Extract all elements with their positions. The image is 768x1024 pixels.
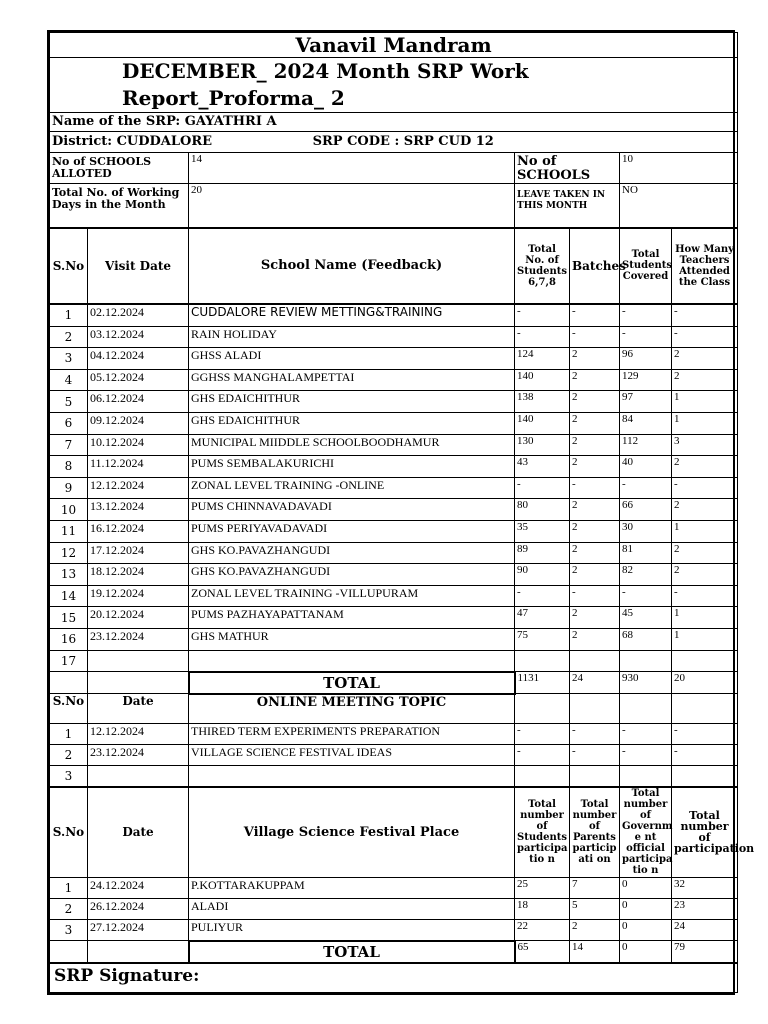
festival-header-students: Total number of Students participa tio n xyxy=(515,787,570,878)
festival-sno: 2 xyxy=(50,899,88,920)
festival-govt: 0 xyxy=(620,920,672,941)
festival-students: 18 xyxy=(515,899,570,920)
visit-batches: 2 xyxy=(570,542,620,564)
visit-sno: 10 xyxy=(50,499,88,521)
visit-batches: 2 xyxy=(570,499,620,521)
visits-total-teachers: 20 xyxy=(672,672,738,694)
visit-school: MUNICIPAL MIIDDLE SCHOOLBOODHAMUR xyxy=(189,434,515,456)
visit-teachers: 2 xyxy=(672,369,738,391)
visits-header-sno: S.No xyxy=(50,228,88,304)
visit-school: GHS KO.PAVAZHANGUDI xyxy=(189,564,515,586)
visit-date: 10.12.2024 xyxy=(88,434,189,456)
visit-batches: 2 xyxy=(570,369,620,391)
visit-batches: 2 xyxy=(570,628,620,650)
schools-allotted-value: 14 xyxy=(189,153,515,184)
visit-teachers xyxy=(672,650,738,672)
festival-total-total: 79 xyxy=(672,941,738,963)
festival-place: P.KOTTARAKUPPAM xyxy=(189,878,515,899)
visit-row xyxy=(50,391,738,413)
visit-date: 05.12.2024 xyxy=(88,369,189,391)
festival-govt: 0 xyxy=(620,878,672,899)
visit-row xyxy=(50,412,738,434)
visit-date: 17.12.2024 xyxy=(88,542,189,564)
visit-school: CUDDALORE REVIEW METTING&TRAINING xyxy=(189,305,515,327)
festival-place: ALADI xyxy=(189,899,515,920)
festival-students: 22 xyxy=(515,920,570,941)
online-header-date: Date xyxy=(88,694,189,724)
online-col-2: - xyxy=(570,724,620,745)
festival-row xyxy=(50,878,738,899)
visit-school: PUMS SEMBALAKURICHI xyxy=(189,456,515,478)
visit-date: 20.12.2024 xyxy=(88,607,189,629)
visit-covered: 45 xyxy=(620,607,672,629)
working-days-label: Total No. of Working Days in the Month xyxy=(50,184,189,228)
visit-row xyxy=(50,564,738,586)
visit-covered: 97 xyxy=(620,391,672,413)
festival-total-students: 65 xyxy=(515,941,570,963)
report-sheet xyxy=(47,30,755,995)
visit-teachers: 2 xyxy=(672,564,738,586)
visit-covered: 40 xyxy=(620,456,672,478)
visits-total-batches: 24 xyxy=(570,672,620,694)
online-row xyxy=(50,766,738,787)
visit-date: 12.12.2024 xyxy=(88,477,189,499)
online-col-1 xyxy=(515,766,570,787)
online-topic: VILLAGE SCIENCE FESTIVAL IDEAS xyxy=(189,745,515,766)
visit-row xyxy=(50,650,738,672)
visit-students: - xyxy=(515,477,570,499)
festival-date: 26.12.2024 xyxy=(88,899,189,920)
district-row xyxy=(50,132,738,153)
visit-students: 80 xyxy=(515,499,570,521)
online-sno: 1 xyxy=(50,724,88,745)
no-of-schools-value: 10 xyxy=(620,153,738,184)
festival-header-govt: Total number of Governm e nt official participa tio n xyxy=(620,787,672,878)
visit-sno: 3 xyxy=(50,348,88,370)
visit-school: ZONAL LEVEL TRAINING -ONLINE xyxy=(189,477,515,499)
visit-students xyxy=(515,650,570,672)
visit-row xyxy=(50,585,738,607)
visit-teachers: 2 xyxy=(672,348,738,370)
visit-covered: - xyxy=(620,326,672,348)
visit-sno: 7 xyxy=(50,434,88,456)
visit-covered: 112 xyxy=(620,434,672,456)
visit-row xyxy=(50,520,738,542)
visit-teachers: 3 xyxy=(672,434,738,456)
festival-total: 24 xyxy=(672,920,738,941)
visit-sno: 1 xyxy=(50,305,88,327)
visit-school: GHS EDAICHITHUR xyxy=(189,391,515,413)
visit-date: 06.12.2024 xyxy=(88,391,189,413)
leave-label: LEAVE TAKEN IN THIS MONTH xyxy=(515,184,620,228)
visit-date: 13.12.2024 xyxy=(88,499,189,521)
visit-row xyxy=(50,348,738,370)
srp-name: Name of the SRP: GAYATHRI A xyxy=(50,113,738,132)
visit-school xyxy=(189,650,515,672)
festival-header-place: Village Science Festival Place xyxy=(189,787,515,878)
festival-place: PULIYUR xyxy=(189,920,515,941)
visit-covered: 81 xyxy=(620,542,672,564)
visit-batches: - xyxy=(570,326,620,348)
online-date xyxy=(88,766,189,787)
visit-batches: 2 xyxy=(570,564,620,586)
online-col-4: - xyxy=(672,745,738,766)
festival-date: 27.12.2024 xyxy=(88,920,189,941)
online-col-3: - xyxy=(620,724,672,745)
visit-covered xyxy=(620,650,672,672)
visit-batches: 2 xyxy=(570,348,620,370)
festival-total-label: TOTAL xyxy=(189,941,515,963)
visit-students: - xyxy=(515,305,570,327)
online-date: 12.12.2024 xyxy=(88,724,189,745)
festival-header-date: Date xyxy=(88,787,189,878)
festival-students: 25 xyxy=(515,878,570,899)
visit-sno: 5 xyxy=(50,391,88,413)
visit-covered: 66 xyxy=(620,499,672,521)
leave-value: NO xyxy=(620,184,738,228)
visit-school: GHS EDAICHITHUR xyxy=(189,412,515,434)
visit-students: 35 xyxy=(515,520,570,542)
no-of-schools-label: No of SCHOOLS xyxy=(515,153,620,184)
visit-date: 09.12.2024 xyxy=(88,412,189,434)
visit-sno: 17 xyxy=(50,650,88,672)
visit-students: 124 xyxy=(515,348,570,370)
visit-covered: 82 xyxy=(620,564,672,586)
online-header-topic: ONLINE MEETING TOPIC xyxy=(189,694,515,724)
visit-students: 89 xyxy=(515,542,570,564)
online-col-1: - xyxy=(515,745,570,766)
visit-batches: 2 xyxy=(570,412,620,434)
visit-school: GHS MATHUR xyxy=(189,628,515,650)
festival-total-parents: 14 xyxy=(570,941,620,963)
visit-sno: 9 xyxy=(50,477,88,499)
visit-students: 75 xyxy=(515,628,570,650)
visit-row xyxy=(50,326,738,348)
district: District: CUDDALORE xyxy=(52,134,213,149)
online-col-4: - xyxy=(672,724,738,745)
visit-sno: 6 xyxy=(50,412,88,434)
visit-covered: 68 xyxy=(620,628,672,650)
visit-batches: - xyxy=(570,585,620,607)
visit-batches: 2 xyxy=(570,434,620,456)
visit-covered: 129 xyxy=(620,369,672,391)
visit-batches xyxy=(570,650,620,672)
visit-batches: 2 xyxy=(570,456,620,478)
visits-header-students: Total No. of Students 6,7,8 xyxy=(515,228,570,304)
visit-school: PUMS CHINNAVADAVADI xyxy=(189,499,515,521)
visit-sno: 14 xyxy=(50,585,88,607)
online-row xyxy=(50,724,738,745)
visit-sno: 11 xyxy=(50,520,88,542)
visit-batches: 2 xyxy=(570,520,620,542)
visits-table xyxy=(49,304,755,993)
online-col-3: - xyxy=(620,745,672,766)
festival-total: 32 xyxy=(672,878,738,899)
festival-parents: 7 xyxy=(570,878,620,899)
visit-teachers: 1 xyxy=(672,520,738,542)
visit-row xyxy=(50,499,738,521)
visit-school: GHSS ALADI xyxy=(189,348,515,370)
online-col-1: - xyxy=(515,724,570,745)
visit-row xyxy=(50,369,738,391)
schools-allotted-label: No of SCHOOLS ALLOTED xyxy=(50,153,189,184)
visit-school: GHS KO.PAVAZHANGUDI xyxy=(189,542,515,564)
festival-row xyxy=(50,920,738,941)
visit-students: 90 xyxy=(515,564,570,586)
visit-sno: 2 xyxy=(50,326,88,348)
report-table xyxy=(49,32,738,304)
visit-sno: 13 xyxy=(50,564,88,586)
report-subtitle xyxy=(50,58,738,113)
visit-date: 04.12.2024 xyxy=(88,348,189,370)
visit-batches: - xyxy=(570,477,620,499)
online-sno: 2 xyxy=(50,745,88,766)
visit-students: 140 xyxy=(515,412,570,434)
visit-teachers: 1 xyxy=(672,607,738,629)
visit-covered: 96 xyxy=(620,348,672,370)
online-topic: THIRED TERM EXPERIMENTS PREPARATION xyxy=(189,724,515,745)
visits-total-covered: 930 xyxy=(620,672,672,694)
visit-sno: 16 xyxy=(50,628,88,650)
visit-school: ZONAL LEVEL TRAINING -VILLUPURAM xyxy=(189,585,515,607)
visits-header-covered: Total Students Covered xyxy=(620,228,672,304)
visit-covered: 30 xyxy=(620,520,672,542)
visit-date: 03.12.2024 xyxy=(88,326,189,348)
visit-teachers: 2 xyxy=(672,456,738,478)
visit-covered: - xyxy=(620,477,672,499)
visit-teachers: 2 xyxy=(672,499,738,521)
online-header-sno: S.No xyxy=(50,694,88,724)
online-row xyxy=(50,745,738,766)
online-col-2 xyxy=(570,766,620,787)
festival-header-parents: Total number of Parents particip ati on xyxy=(570,787,620,878)
festival-parents: 2 xyxy=(570,920,620,941)
visit-students: 43 xyxy=(515,456,570,478)
visit-date: 23.12.2024 xyxy=(88,628,189,650)
visit-covered: 84 xyxy=(620,412,672,434)
visit-school: PUMS PAZHAYAPATTANAM xyxy=(189,607,515,629)
visit-students: 140 xyxy=(515,369,570,391)
online-col-4 xyxy=(672,766,738,787)
visit-sno: 12 xyxy=(50,542,88,564)
visit-row xyxy=(50,305,738,327)
subtitle-line-2: Report_Proforma_ 2 xyxy=(122,86,345,110)
visits-header-date: Visit Date xyxy=(88,228,189,304)
festival-date: 24.12.2024 xyxy=(88,878,189,899)
visit-row xyxy=(50,542,738,564)
visit-date: 19.12.2024 xyxy=(88,585,189,607)
festival-govt: 0 xyxy=(620,899,672,920)
visit-teachers: 2 xyxy=(672,542,738,564)
visit-batches: 2 xyxy=(570,391,620,413)
visits-total-students: 1131 xyxy=(515,672,570,694)
visit-teachers: 1 xyxy=(672,391,738,413)
visit-row xyxy=(50,607,738,629)
visit-students: 47 xyxy=(515,607,570,629)
visit-teachers: 1 xyxy=(672,628,738,650)
festival-header-total: Total number of participation xyxy=(672,787,738,878)
visit-date xyxy=(88,650,189,672)
festival-total: 23 xyxy=(672,899,738,920)
visit-date: 02.12.2024 xyxy=(88,305,189,327)
visit-row xyxy=(50,434,738,456)
festival-row xyxy=(50,899,738,920)
visit-sno: 15 xyxy=(50,607,88,629)
visit-date: 18.12.2024 xyxy=(88,564,189,586)
visit-covered: - xyxy=(620,305,672,327)
visit-students: - xyxy=(515,326,570,348)
online-date: 23.12.2024 xyxy=(88,745,189,766)
visit-school: RAIN HOLIDAY xyxy=(189,326,515,348)
srp-code: SRP CODE : SRP CUD 12 xyxy=(312,134,494,149)
festival-sno: 3 xyxy=(50,920,88,941)
visits-total-label: TOTAL xyxy=(189,672,515,694)
visit-teachers: - xyxy=(672,326,738,348)
visit-date: 16.12.2024 xyxy=(88,520,189,542)
visit-teachers: - xyxy=(672,477,738,499)
visit-date: 11.12.2024 xyxy=(88,456,189,478)
festival-header-sno: S.No xyxy=(50,787,88,878)
subtitle-line-1: DECEMBER_ 2024 Month SRP Work xyxy=(122,59,529,83)
visit-batches: 2 xyxy=(570,607,620,629)
visit-row xyxy=(50,477,738,499)
visit-students: - xyxy=(515,585,570,607)
online-topic xyxy=(189,766,515,787)
visit-teachers: - xyxy=(672,585,738,607)
visit-row xyxy=(50,628,738,650)
report-title: Vanavil Mandram xyxy=(50,33,738,58)
visit-sno: 4 xyxy=(50,369,88,391)
visits-header-school: School Name (Feedback) xyxy=(189,228,515,304)
visit-covered: - xyxy=(620,585,672,607)
visit-students: 138 xyxy=(515,391,570,413)
visit-teachers: - xyxy=(672,305,738,327)
visit-row xyxy=(50,456,738,478)
visit-school: PUMS PERIYAVADAVADI xyxy=(189,520,515,542)
visits-header-teachers: How Many Teachers Attended the Class xyxy=(672,228,738,304)
working-days-value: 20 xyxy=(189,184,515,228)
festival-sno: 1 xyxy=(50,878,88,899)
festival-parents: 5 xyxy=(570,899,620,920)
visit-batches: - xyxy=(570,305,620,327)
visits-header-batches: Batches xyxy=(570,228,620,304)
visit-school: GGHSS MANGHALAMPETTAI xyxy=(189,369,515,391)
srp-signature-label: SRP Signature: xyxy=(50,963,738,993)
festival-total-govt: 0 xyxy=(620,941,672,963)
visit-sno: 8 xyxy=(50,456,88,478)
visit-students: 130 xyxy=(515,434,570,456)
online-sno: 3 xyxy=(50,766,88,787)
online-col-2: - xyxy=(570,745,620,766)
visit-teachers: 1 xyxy=(672,412,738,434)
online-col-3 xyxy=(620,766,672,787)
